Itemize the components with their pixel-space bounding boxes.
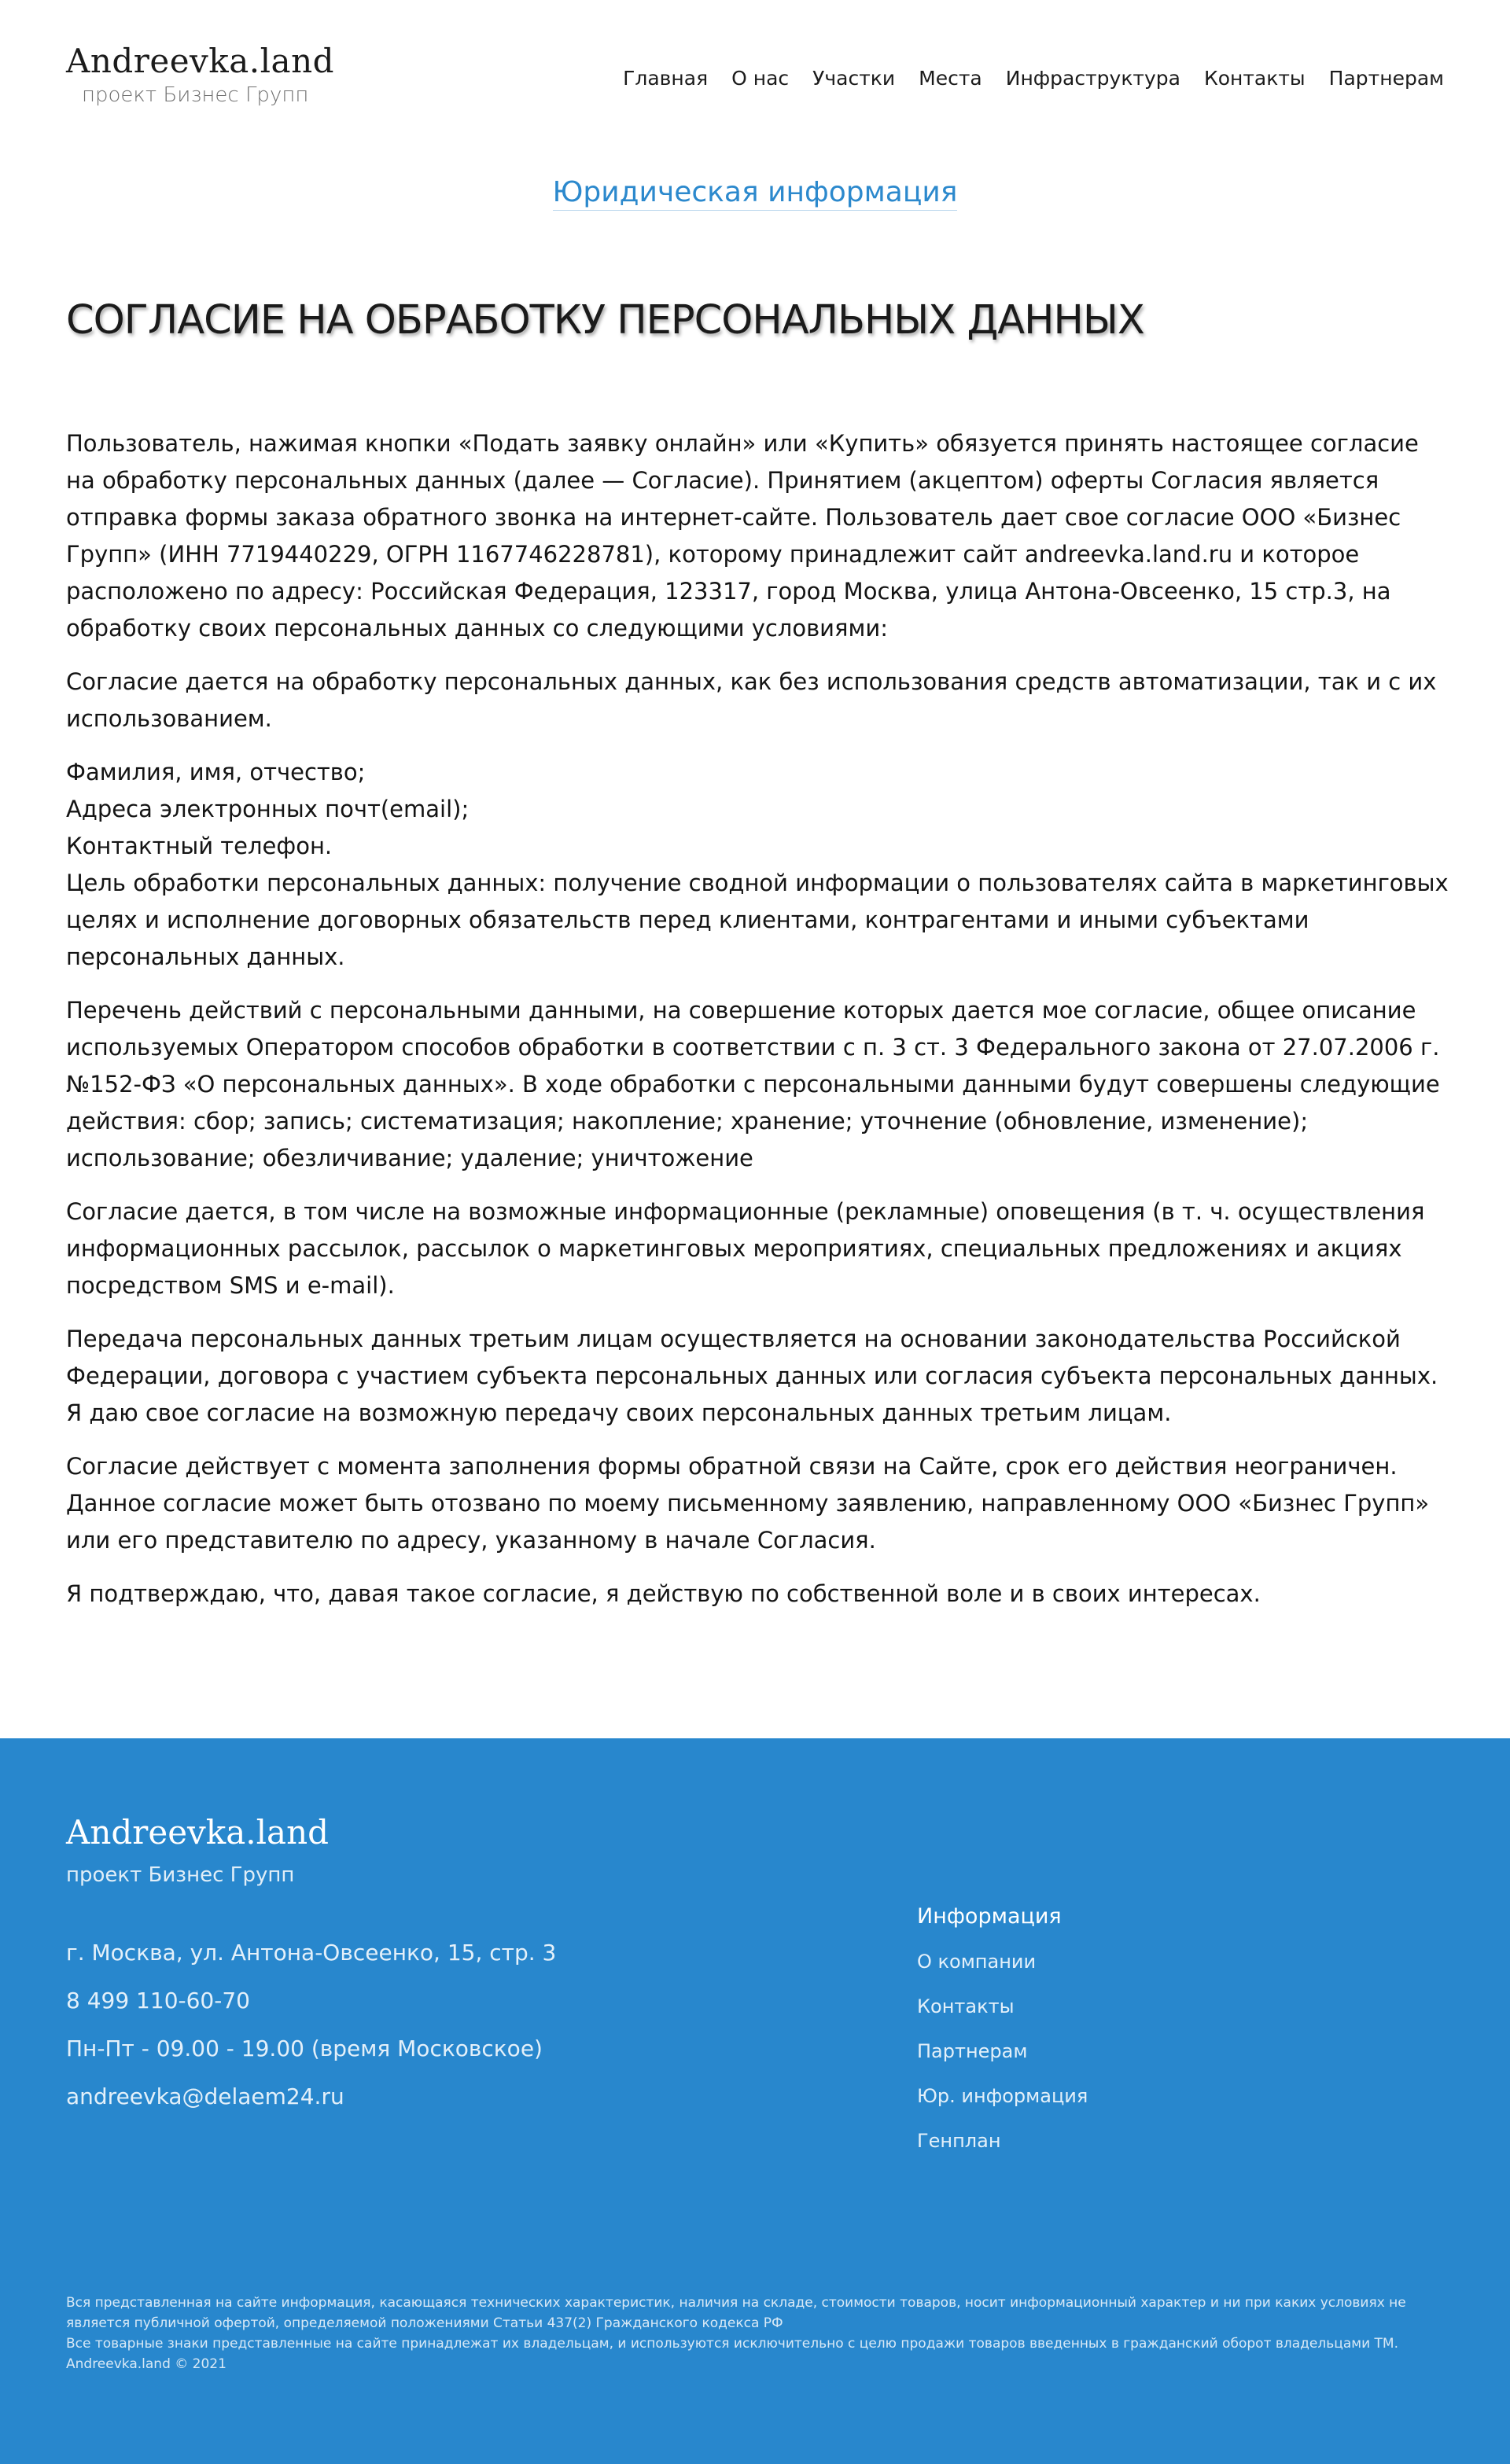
- footer-email[interactable]: andreevka@delaem24.ru: [66, 2083, 344, 2109]
- nav-item-partners[interactable]: Партнерам: [1328, 67, 1444, 90]
- nav-item-contacts[interactable]: Контакты: [1203, 67, 1306, 90]
- legal-info-link[interactable]: Юридическая информация: [553, 176, 958, 211]
- site-footer: [0, 1738, 1510, 2464]
- footer-logo-title[interactable]: Andreevka.land: [66, 1813, 330, 1852]
- disclaimer-line: Вся представленная на сайте информация, касающаяся технических характеристик, наличия на складе, стоимости товаров, носит информационный характер и ни при каких условиях не является публичной офертой, определяемой положениями Статьи 437(2) Гражданского кодекса РФ: [66, 2295, 1406, 2331]
- disclaimer-line: Все товарные знаки представленные на сайте принадлежат их владельцам, и используются исключительно с целю продажи товаров введенных в гражданский оборот владельцами ТМ.: [66, 2336, 1398, 2352]
- paragraph: Пользователь, нажимая кнопки «Подать заявку онлайн» или «Купить» обязуется принять настоящее согласие на обработку персональных данных (далее — Согласие). Принятием (акцептом) оферты Согласия является отправка формы заказа обратного звонка на интернет-сайте. Пользователь дает свое согласие ООО «Бизнес Групп» (ИНН 7719440229, ОГРН 1167746228781), которому принадлежит сайт andreevka.land.ru и которое расположено по адресу: Российская Федерация, 123317, город Москва, улица Антона-Овсеенко, 15 стр.3, на обработку своих персональных данных со следующими условиями:: [66, 430, 1419, 642]
- paragraph: Согласие действует с момента заполнения формы обратной связи на Сайте, срок его действия неограничен. Данное согласие может быть отозвано по моему письменному заявлению, направленному ООО «Бизнес Групп» или его представителю по адресу, указанному в начале Согласия.: [66, 1453, 1430, 1554]
- footer-address: г. Москва, ул. Антона-Овсеенко, 15, стр. 3: [66, 1940, 557, 1966]
- paragraph: Передача персональных данных третьим лицам осуществляется на основании законодательства Российской Федерации, договора с участием субъекта персональных данных или согласия субъекта персональных данных. Я даю свое согласие на возможную передачу своих персональных данных третьим лицам.: [66, 1326, 1438, 1426]
- logo-title: Andreevka.land: [66, 42, 335, 80]
- legal-info-link-wrap: [0, 176, 1510, 208]
- footer-disclaimer: [66, 2293, 1434, 2374]
- footer-phone[interactable]: 8 499 110-60-70: [66, 1988, 250, 2013]
- footer-hours: Пн-Пт - 09.00 - 19.00 (время Московское): [66, 2036, 543, 2061]
- footer-link-contacts[interactable]: Контакты: [917, 1995, 1015, 2017]
- footer-link-legal-info[interactable]: Юр. информация: [917, 2085, 1088, 2107]
- footer-link-about[interactable]: О компании: [917, 1951, 1037, 1973]
- page-title: СОГЛАСИЕ НА ОБРАБОТКУ ПЕРСОНАЛЬНЫХ ДАННЫХ: [66, 297, 1144, 344]
- footer-contacts: [66, 1937, 556, 2129]
- site-logo[interactable]: [66, 41, 334, 108]
- paragraph: Согласие дается, в том числе на возможные информационные (рекламные) оповещения (в т. ч. осуществления информационных рассылок, рассылок о маркетинговых мероприятиях, специальных предложениях и акциях посредством SMS и e-mail).: [66, 1198, 1425, 1299]
- nav-item-about[interactable]: О нас: [731, 67, 790, 90]
- paragraph: Согласие дается на обработку персональных данных, как без использования средств автоматизации, так и с их использованием.: [66, 668, 1437, 732]
- paragraph-data-list: [66, 754, 1450, 976]
- copyright: Andreevka.land © 2021: [66, 2356, 226, 2372]
- footer-link-master-plan[interactable]: Генплан: [917, 2130, 1001, 2152]
- footer-menu: [917, 1901, 1088, 2170]
- list-item: Цель обработки персональных данных: получение сводной информации о пользователях сайта в маркетинговых целях и исполнение договорных обязательств перед клиентами, контрагентами и иными субъектами персональных данных.: [66, 870, 1449, 970]
- footer-menu-heading: Информация: [917, 1904, 1062, 1929]
- nav-item-places[interactable]: Места: [919, 67, 982, 90]
- logo-subtitle: проект Бизнес Групп: [82, 83, 309, 107]
- site-header: [0, 0, 1510, 157]
- list-item: Адреса электронных почт(email);: [66, 796, 470, 822]
- paragraph: Я подтверждаю, что, давая такое согласие, я действую по собственной воле и в своих интересах.: [66, 1580, 1261, 1607]
- footer-logo-subtitle: проект Бизнес Групп: [66, 1863, 295, 1887]
- paragraph: Перечень действий с персональными данными, на совершение которых дается мое согласие, общее описание используемых Оператором способов обработки в соответствии с п. 3 ст. 3 Федерального закона от 27.07.2006 г. №152-ФЗ «О персональных данных». В ходе обработки с персональными данными будут совершены следующие действия: сбор; запись; систематизация; накопление; хранение; уточнение (обновление, изменение); использование; обезличивание; удаление; уничтожение: [66, 997, 1440, 1171]
- nav-item-home[interactable]: Главная: [623, 67, 709, 90]
- list-item: Фамилия, имя, отчество;: [66, 759, 366, 785]
- consent-text: [66, 425, 1450, 1629]
- nav-item-plots[interactable]: Участки: [812, 67, 896, 90]
- main-nav: [623, 63, 1444, 94]
- list-item: Контактный телефон.: [66, 833, 333, 859]
- nav-item-infrastructure[interactable]: Инфраструктура: [1005, 67, 1180, 90]
- footer-link-partners[interactable]: Партнерам: [917, 2040, 1028, 2062]
